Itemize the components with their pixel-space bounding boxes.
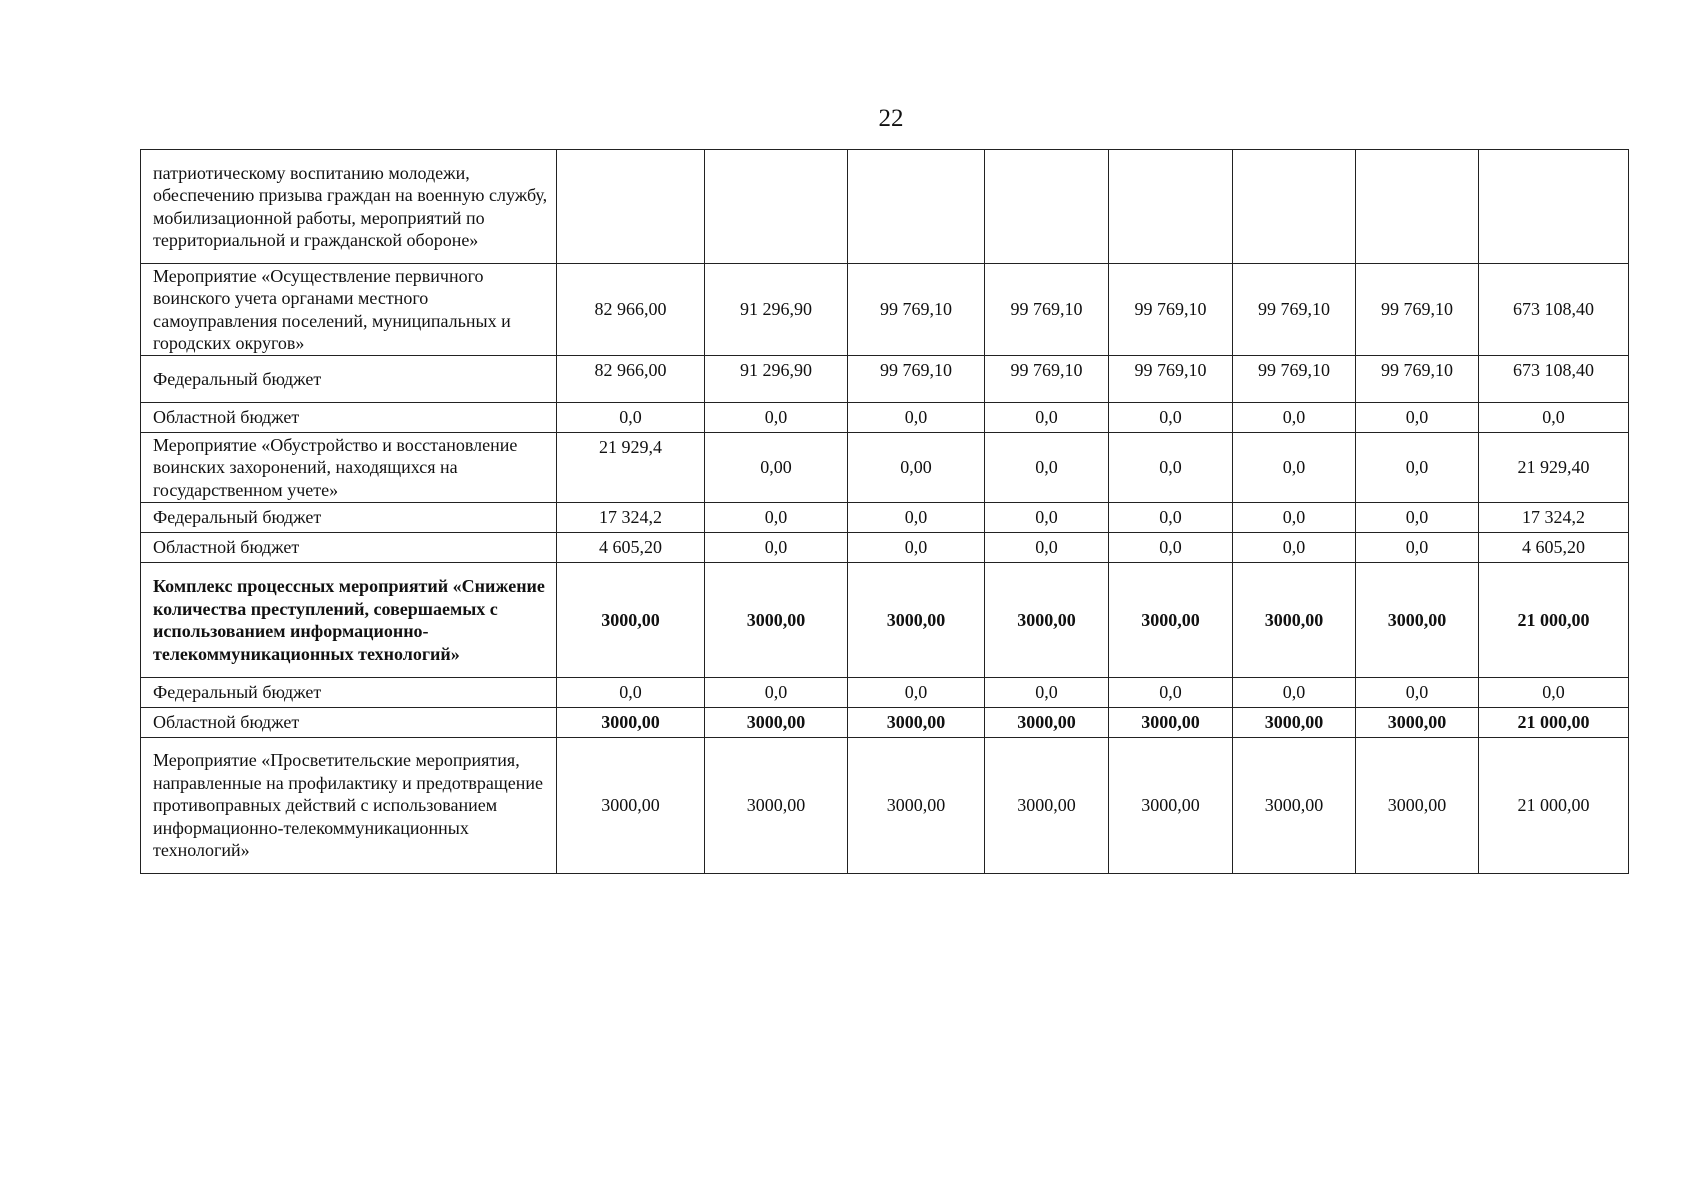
value-cell: 0,0 (1233, 403, 1356, 433)
row-name: Областной бюджет (141, 708, 557, 738)
value-cell: 3000,00 (1109, 708, 1233, 738)
total-cell: 21 000,00 (1479, 708, 1629, 738)
value-cell: 3000,00 (985, 708, 1109, 738)
value-cell (1356, 150, 1479, 264)
table-row (141, 356, 1629, 403)
value-cell: 3000,00 (557, 708, 705, 738)
row-name: патриотическому воспитанию молодежи, обеспечению призыва граждан на военную службу, мобилизационной работы, мероприятий по территориальной и гражданской обороне» (141, 150, 557, 264)
row-name: Мероприятие «Просветительские мероприятия, направленные на профилактику и предотвращение противоправных действий с использованием информационно-телекоммуникационных технологий» (141, 738, 557, 874)
value-cell: 3000,00 (705, 708, 848, 738)
value-cell: 99 769,10 (1233, 356, 1356, 403)
value-cell: 99 769,10 (1233, 264, 1356, 356)
value-cell: 3000,00 (848, 738, 985, 874)
value-cell: 0,0 (705, 503, 848, 533)
value-cell: 3000,00 (985, 563, 1109, 678)
value-cell: 0,0 (1109, 533, 1233, 563)
value-cell: 99 769,10 (1109, 264, 1233, 356)
value-cell: 0,0 (985, 403, 1109, 433)
total-cell (1479, 150, 1629, 264)
value-cell: 99 769,10 (985, 264, 1109, 356)
value-cell: 0,0 (1109, 433, 1233, 503)
value-cell: 0,0 (1356, 403, 1479, 433)
table-row (141, 150, 1629, 264)
total-cell: 0,0 (1479, 403, 1629, 433)
value-cell: 0,0 (848, 533, 985, 563)
value-cell: 0,0 (705, 678, 848, 708)
value-cell: 17 324,2 (557, 503, 705, 533)
value-cell: 0,0 (848, 678, 985, 708)
value-cell: 4 605,20 (557, 533, 705, 563)
value-cell: 3000,00 (557, 738, 705, 874)
row-name: Федеральный бюджет (141, 503, 557, 533)
value-cell: 0,0 (848, 403, 985, 433)
value-cell: 99 769,10 (1356, 356, 1479, 403)
value-cell (1109, 150, 1233, 264)
row-name: Областной бюджет (141, 403, 557, 433)
value-cell: 0,0 (1233, 433, 1356, 503)
value-cell: 0,0 (1233, 503, 1356, 533)
value-cell: 0,0 (1109, 503, 1233, 533)
value-cell (705, 150, 848, 264)
value-cell: 0,0 (1233, 533, 1356, 563)
value-cell: 99 769,10 (848, 264, 985, 356)
value-cell: 0,0 (1109, 678, 1233, 708)
table-row (141, 678, 1629, 708)
value-cell: 0,0 (705, 533, 848, 563)
table-row (141, 533, 1629, 563)
total-cell: 0,0 (1479, 678, 1629, 708)
table-row (141, 503, 1629, 533)
value-cell: 3000,00 (705, 738, 848, 874)
value-cell: 0,0 (1356, 678, 1479, 708)
table-row (141, 563, 1629, 678)
value-cell: 99 769,10 (1356, 264, 1479, 356)
row-name: Областной бюджет (141, 533, 557, 563)
total-cell: 4 605,20 (1479, 533, 1629, 563)
row-name: Мероприятие «Осуществление первичного воинского учета органами местного самоуправления поселений, муниципальных и городских округов» (141, 264, 557, 356)
value-cell: 0,0 (848, 503, 985, 533)
value-cell: 3000,00 (1356, 563, 1479, 678)
value-cell: 99 769,10 (985, 356, 1109, 403)
value-cell: 0,00 (848, 433, 985, 503)
value-cell: 0,0 (1356, 533, 1479, 563)
total-cell: 17 324,2 (1479, 503, 1629, 533)
row-name: Мероприятие «Обустройство и восстановление воинских захоронений, находящихся на государственном учете» (141, 433, 557, 503)
value-cell: 0,0 (557, 403, 705, 433)
value-cell: 3000,00 (705, 563, 848, 678)
total-cell: 21 929,40 (1479, 433, 1629, 503)
table-row (141, 738, 1629, 874)
value-cell: 0,0 (985, 678, 1109, 708)
value-cell: 99 769,10 (848, 356, 985, 403)
value-cell: 0,00 (705, 433, 848, 503)
value-cell: 0,0 (985, 503, 1109, 533)
total-cell: 673 108,40 (1479, 264, 1629, 356)
value-cell (1233, 150, 1356, 264)
value-cell (557, 150, 705, 264)
value-cell: 3000,00 (1109, 563, 1233, 678)
total-cell: 21 000,00 (1479, 738, 1629, 874)
row-name: Комплекс процессных мероприятий «Снижение количества преступлений, совершаемых с использованием информационно-телекоммуникационных технологий» (141, 563, 557, 678)
value-cell: 0,0 (985, 533, 1109, 563)
table-row (141, 708, 1629, 738)
value-cell: 0,0 (1109, 403, 1233, 433)
value-cell: 82 966,00 (557, 356, 705, 403)
value-cell: 3000,00 (848, 563, 985, 678)
value-cell: 0,0 (1356, 433, 1479, 503)
value-cell: 3000,00 (1356, 708, 1479, 738)
row-name: Федеральный бюджет (141, 678, 557, 708)
value-cell: 3000,00 (1109, 738, 1233, 874)
value-cell: 3000,00 (1233, 708, 1356, 738)
value-cell: 3000,00 (985, 738, 1109, 874)
value-cell: 91 296,90 (705, 356, 848, 403)
value-cell: 3000,00 (1356, 738, 1479, 874)
table-row (141, 403, 1629, 433)
value-cell: 91 296,90 (705, 264, 848, 356)
value-cell: 82 966,00 (557, 264, 705, 356)
value-cell (985, 150, 1109, 264)
value-cell: 0,0 (1233, 678, 1356, 708)
value-cell: 3000,00 (557, 563, 705, 678)
budget-table (140, 149, 1629, 874)
value-cell (848, 150, 985, 264)
table-row (141, 264, 1629, 356)
total-cell: 21 000,00 (1479, 563, 1629, 678)
value-cell: 3000,00 (1233, 563, 1356, 678)
value-cell: 0,0 (1356, 503, 1479, 533)
row-name: Федеральный бюджет (141, 356, 557, 403)
total-cell: 673 108,40 (1479, 356, 1629, 403)
value-cell: 3000,00 (848, 708, 985, 738)
value-cell: 0,0 (985, 433, 1109, 503)
value-cell: 0,0 (705, 403, 848, 433)
value-cell: 0,0 (557, 678, 705, 708)
value-cell: 21 929,4 (557, 433, 705, 503)
value-cell: 99 769,10 (1109, 356, 1233, 403)
table-row (141, 433, 1629, 503)
value-cell: 3000,00 (1233, 738, 1356, 874)
page-number: 22 (878, 105, 904, 132)
